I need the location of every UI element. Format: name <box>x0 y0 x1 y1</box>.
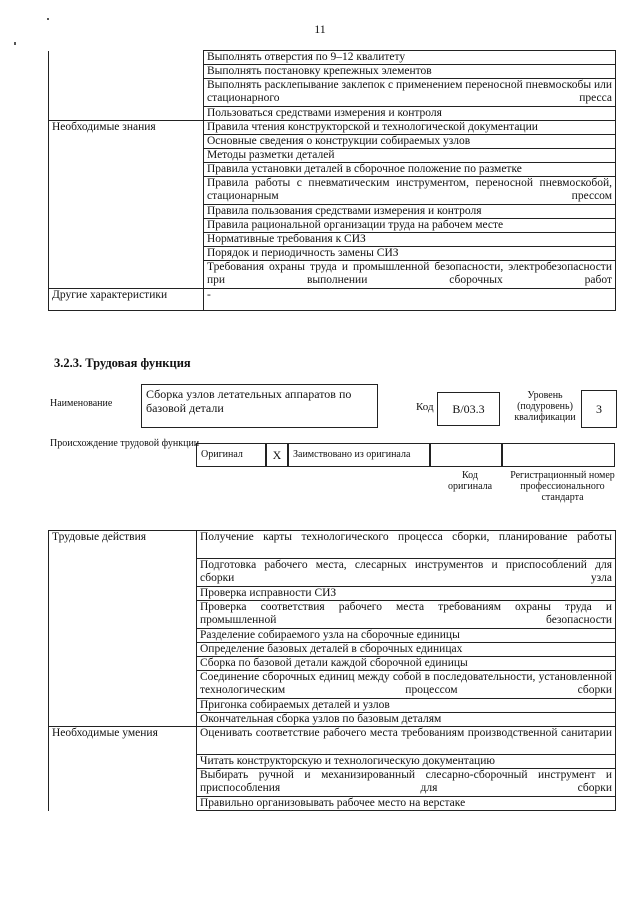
table-row: Определение базовых деталей в сборочных единицах <box>197 643 616 657</box>
table-row: Основные сведения о конструкции собираемых узлов <box>204 135 616 149</box>
table-row: Порядок и периодичность замены СИЗ <box>204 247 616 261</box>
table-row: Методы разметки деталей <box>204 149 616 163</box>
table-row: Правила работы с пневматическим инструментом, переносной пневмоскобой, стационарным прессом <box>204 177 616 205</box>
table-row: Правила установки деталей в сборочное положение по разметке <box>204 163 616 177</box>
table-row: Оценивать соответствие рабочего места требованиям производственной санитарии <box>197 727 616 755</box>
table-row: Требования охраны труда и промышленной безопасности, электробезопасности при выполнении сборочных работ <box>204 261 616 289</box>
code-value: B/03.3 <box>437 392 500 426</box>
table-row: Разделение собираемого узла на сборочные единицы <box>197 629 616 643</box>
table-row: Выполнять расклепывание заклепок с применением переносной пневмоскобы или стационарного пресса <box>204 79 616 107</box>
origin-borrowed: Заимствовано из оригинала <box>288 443 430 467</box>
origin-row <box>196 443 615 467</box>
name-value: Сборка узлов летательных аппаратов по базовой детали <box>141 384 378 428</box>
skills-continued-label <box>49 51 204 121</box>
origin-original: Оригинал <box>196 443 266 467</box>
caption-reg: Регистрационный номер профессионального стандарта <box>510 470 615 503</box>
table-row: Проверка соответствия рабочего места требованиям охраны труда и промышленной безопасности <box>197 601 616 629</box>
actions-label: Трудовые действия <box>49 531 197 727</box>
name-label: Наименование <box>50 398 113 409</box>
section-heading: 3.2.3. Трудовая функция <box>54 356 191 370</box>
code-label: Код <box>416 401 434 413</box>
table-row: Правила пользования средствами измерения и контроля <box>204 205 616 219</box>
skills-label: Необходимые умения <box>49 727 197 811</box>
level-label: Уровень (подуровень) квалификации <box>514 390 576 423</box>
table-row: Нормативные требования к СИЗ <box>204 233 616 247</box>
table-row: Правила чтения конструкторской и технологической документации <box>204 121 616 135</box>
table-row: Соединение сборочных единиц между собой в последовательности, установленной технологическим процессом сборки <box>197 671 616 699</box>
table-row: Правила рациональной организации труда на рабочем месте <box>204 219 616 233</box>
table-row: Окончательная сборка узлов по базовым деталям <box>197 713 616 727</box>
table-row: Читать конструкторскую и технологическую документацию <box>197 755 616 769</box>
table-row: Проверка исправности СИЗ <box>197 587 616 601</box>
level-value: 3 <box>581 390 617 428</box>
table-row: Выполнять отверстия по 9–12 квалитету <box>204 51 616 65</box>
origin-mark: X <box>266 443 288 467</box>
other-label: Другие характеристики <box>49 289 204 311</box>
knowledge-label: Необходимые знания <box>49 121 204 289</box>
knowledge-table <box>48 50 616 311</box>
table-row: Подготовка рабочего места, слесарных инструментов и приспособлений для сборки узла <box>197 559 616 587</box>
caption-code: Код оригинала <box>447 470 493 492</box>
scan-mark <box>14 42 16 45</box>
page-number: 11 <box>314 22 326 36</box>
table-row: Получение карты технологического процесса сборки, планирование работы <box>197 531 616 559</box>
table-row: Пользоваться средствами измерения и контроля <box>204 107 616 121</box>
table-row: Правильно организовывать рабочее место на верстаке <box>197 797 616 811</box>
origin-label: Происхождение трудовой функции <box>50 438 200 449</box>
actions-table <box>48 530 616 811</box>
table-row: Выполнять постановку крепежных элементов <box>204 65 616 79</box>
table-row: Выбирать ручной и механизированный слесарно-сборочный инструмент и приспособления для сборки <box>197 769 616 797</box>
origin-code-cell <box>430 443 502 467</box>
other-value: - <box>204 289 616 311</box>
origin-reg-cell <box>502 443 615 467</box>
scan-mark <box>47 18 49 20</box>
table-row: Сборка по базовой детали каждой сборочной единицы <box>197 657 616 671</box>
table-row: Пригонка собираемых деталей и узлов <box>197 699 616 713</box>
